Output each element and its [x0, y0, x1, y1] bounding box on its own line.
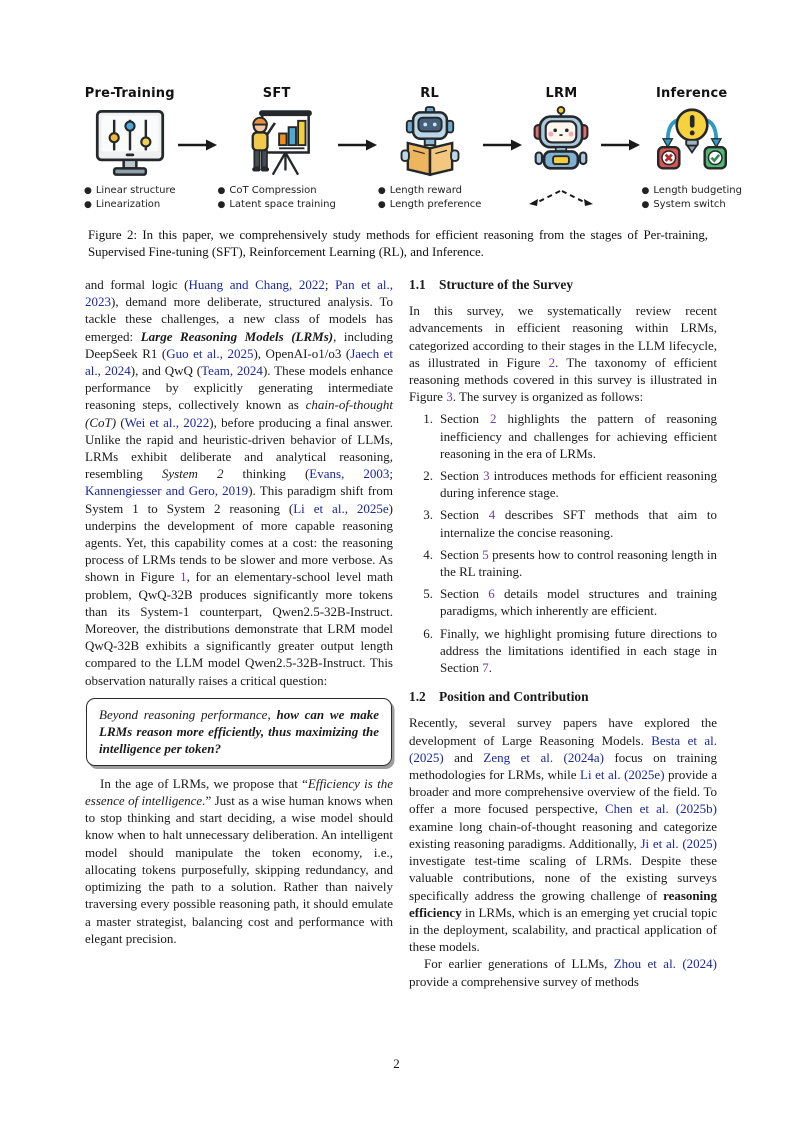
text-segment: ; [324, 277, 336, 292]
citation-link[interactable]: Zhou et al. (2024) [613, 956, 717, 972]
text-segment: Beyond reasoning performance, [99, 706, 277, 722]
text-segment: For earlier generations of LLMs, [424, 956, 614, 972]
list-item [409, 506, 717, 540]
flow-arrow-icon [481, 138, 523, 152]
text-segment: Section [440, 411, 491, 427]
stage-label: Inference [656, 86, 728, 101]
bullet-dot: ● [641, 186, 650, 196]
text-segment: ) underpins the development of more capable reasoning agents. Yet, this capability comes at a cost: the reasoning process of LRMs tends to be slower and more verbose. As shown in Figure [85, 500, 394, 585]
bullet-dot: ● [377, 200, 386, 211]
paragraph [409, 714, 717, 955]
list-number: 5. [423, 586, 433, 602]
text-segment: ), before producing a final answer. Unlike the rapid and heuristic-driven behavior of LLMs, LRMs exhibit deliberate and analytical reasoning, resembling [85, 414, 393, 482]
flow-arrow-icon [336, 138, 378, 152]
text-segment: Section [440, 507, 489, 523]
bullet-text: CoT Compression [229, 185, 317, 196]
text-segment: ), OpenAI-o1/o3 ( [253, 345, 351, 361]
list-item [409, 585, 717, 619]
text-segment: Large Reasoning Models (LRMs) [140, 328, 334, 344]
text-segment: Recently, several survey papers have explored the development of Large Reasoning Models. [409, 715, 717, 748]
citation-link[interactable]: Wei et al., 2022 [124, 414, 210, 430]
stage-label: Pre-Training [84, 86, 175, 101]
paragraph [409, 302, 717, 405]
text-segment: describes SFT methods that aim to internalize the concise reasoning. [440, 507, 717, 540]
internal-ref-link[interactable]: 3 [483, 468, 490, 484]
list-item [409, 546, 717, 580]
stage-bullets [378, 184, 482, 213]
text-segment: reasoning efficiency [409, 887, 717, 920]
stage-label: SFT [262, 86, 291, 101]
citation-link[interactable]: Chen et al. (2025b) [605, 801, 717, 817]
list-item-text [440, 625, 717, 677]
highlight-quote-box [86, 698, 392, 766]
text-segment: ; [389, 466, 394, 482]
bullet-dot: ● [84, 186, 92, 196]
internal-ref-link[interactable]: 3 [446, 389, 453, 405]
paragraph [85, 775, 393, 947]
list-item-text [440, 506, 717, 540]
bullet-text: Length preference [389, 199, 482, 211]
section-heading-1-1 [409, 276, 717, 293]
page-number: 2 [393, 1056, 400, 1071]
monitor-sliders-icon [92, 104, 168, 182]
bullet-text: Latent space training [229, 199, 336, 211]
section-number: 1.1 [409, 277, 426, 292]
text-segment: ), demand more deliberate, structured analysis. To tackle these challenges, a new class of models has emerged: [85, 294, 393, 344]
section-title: Structure of the Survey [439, 277, 574, 292]
internal-ref-link[interactable]: 2 [548, 354, 556, 370]
stage-lrm [523, 86, 599, 210]
text-segment: System 2 [161, 466, 224, 482]
internal-ref-link[interactable]: 5 [482, 546, 489, 562]
text-segment: In this survey, we systematically review recent advancements in efficient reasoning within LRMs, categorized according to their stages in the LLM lifecycle, as illustrated in Figure [409, 303, 717, 370]
internal-ref-link[interactable]: 2 [490, 411, 497, 427]
bullet-dot: ● [84, 200, 92, 211]
list-number: 3. [423, 507, 433, 523]
flow-arrow-icon [176, 138, 218, 152]
stage-label: RL [420, 86, 439, 101]
survey-structure-list [409, 410, 717, 676]
list-item-text [440, 585, 717, 619]
text-segment: ( [116, 414, 125, 430]
stage-pre-training [84, 86, 176, 213]
list-item-text [440, 467, 717, 501]
bullet-dot: ● [641, 200, 650, 211]
text-segment: investigate test-time scaling of LRMs. Despite these valuable contributions, none of the existing surveys specifically address the growing challenge of [409, 853, 717, 903]
citation-link[interactable]: Guo et al., 2025 [166, 345, 254, 361]
flow-arrow-icon [599, 138, 641, 152]
text-segment: Efficiency is the essence of intelligence. [85, 775, 393, 809]
bullet-text: System switch [653, 199, 726, 211]
list-item [409, 625, 717, 677]
bulb-decision-icon [654, 104, 730, 182]
list-item [409, 467, 717, 501]
citation-link[interactable]: Zeng et al. (2024a) [483, 749, 604, 765]
presenter-whiteboard-icon [239, 104, 315, 182]
text-segment: , including DeepSeek R1 ( [85, 328, 393, 361]
section-heading-1-2 [409, 688, 717, 705]
text-segment: introduces methods for efficient reasoning during inference stage. [440, 468, 717, 501]
text-segment: chain-of-thought (CoT) [85, 397, 393, 430]
text-segment: and [443, 749, 484, 765]
list-item-text [440, 546, 717, 580]
text-segment: Finally, we highlight promising future directions to address the limitations identified in each stage in Section [440, 625, 717, 676]
citation-link[interactable]: Jaech et al., 2024 [85, 345, 393, 379]
internal-ref-link[interactable]: 7 [482, 660, 489, 676]
list-number: 1. [423, 411, 433, 427]
body-columns [85, 276, 717, 990]
list-item [409, 410, 717, 462]
bullet-text: Linearization [95, 199, 161, 211]
figure-2-caption: Figure 2: In this paper, we comprehensively study methods for efficient reasoning from the stages of Per-training, Supervised Fine-tuning (SFT), Reinforcement Learning (RL), and Inference. [88, 228, 708, 260]
stage-bullets [641, 184, 741, 213]
bullet-text: Length budgeting [653, 185, 742, 196]
text-segment: ), and QwQ ( [130, 363, 202, 379]
text-segment: Section [440, 546, 483, 562]
text-segment: in LRMs, which is an emerging yet crucial topic in the deployment, scalability, and practical application of these models. [409, 904, 717, 955]
stage-bullets [84, 184, 176, 213]
citation-link[interactable]: Team, 2024 [201, 363, 263, 379]
citation-link[interactable]: Besta et al. (2025) [409, 732, 717, 765]
citation-link[interactable]: Huang and Chang, 2022 [188, 277, 325, 292]
internal-ref-link[interactable]: 1 [180, 569, 187, 585]
paragraph [409, 955, 717, 989]
text-segment: ). These models enhance performance by explicitly generating intermediate reasoning steps, collectively known as [85, 363, 394, 413]
paragraph [85, 276, 393, 689]
text-segment: ). This paradigm shift from System 1 to System 2 reasoning ( [85, 483, 393, 516]
text-segment: Section [440, 468, 484, 484]
citation-link[interactable]: Ji et al. (2025) [640, 835, 717, 851]
text-segment: . [488, 660, 492, 676]
bullet-text: Length reward [389, 185, 462, 196]
list-number: 4. [423, 546, 433, 562]
text-segment: and formal logic ( [85, 277, 189, 292]
text-segment: how can we make LRMs reason more efficiently, thus maximizing the intelligence per token? [99, 706, 379, 756]
text-segment: Section [440, 586, 489, 602]
robot-icon [523, 104, 599, 182]
dashed-splay-icon [524, 188, 598, 210]
citation-link[interactable]: Li et al., 2025e [293, 500, 389, 516]
stage-sft [218, 86, 336, 213]
text-segment: , for an elementary-school level math problem, QwQ-32B produces significantly more tokens than its System-1 counterpart, Qwen2.5-32B-Instruct. Moreover, the distributions demonstrate that LRM model QwQ-32B exhibits a significantly greater output length compared to the LLM model Qwen2.5-32B-Instruct. This observation naturally raises a critical question: [85, 569, 394, 688]
left-column [85, 276, 393, 990]
section-title: Position and Contribution [439, 689, 589, 705]
text-segment: focus on training methodologies for LRMs, while [409, 749, 718, 783]
bullet-text: Linear structure [95, 185, 176, 196]
citation-link[interactable]: Li et al. (2025e) [580, 767, 665, 783]
text-segment: provide a comprehensive survey of methods [409, 973, 639, 989]
citation-link[interactable]: Evans, 2003 [309, 466, 390, 482]
text-segment: . The taxonomy of efficient reasoning methods covered in this survey is illustrated in Figure [409, 354, 717, 405]
bullet-dot: ● [377, 186, 386, 196]
text-segment: In the age of LRMs, we propose that “ [100, 775, 308, 791]
citation-link[interactable]: Kannengiesser and Gero, 2019 [85, 483, 249, 499]
list-number: 2. [423, 468, 433, 484]
bullet-dot: ● [217, 200, 226, 211]
text-segment: details model structures and training paradigms, which inherently are efficient. [440, 586, 717, 619]
text-segment: presents how to control reasoning length in the RL training. [440, 546, 717, 580]
text-segment: examine long chain-of-thought reasoning and categorize existing reasoning paradigms. Additionally, [409, 818, 717, 851]
section-number: 1.2 [409, 689, 426, 705]
figure-2-pipeline [84, 86, 742, 213]
list-item-text [440, 410, 717, 462]
text-segment: . The survey is organized as follows: [452, 389, 644, 405]
right-column [409, 276, 717, 990]
list-number: 6. [423, 625, 433, 641]
stage-bullets [218, 184, 336, 213]
internal-ref-link[interactable]: 6 [488, 586, 495, 602]
text-segment: ” Just as a wise human knows when to stop thinking and start deciding, a wise model should know when to halt unnecessary deliberation. An intelligent model should manipulate the token economy, i.e., allocating tokens purposefully, skipping redundancy, and optimizing the path to a solution. Rather than naively traversing every possible reasoning path, it should emulate a master strategist, balancing cost and performance with elegant precision. [85, 793, 393, 946]
bullet-dot: ● [217, 186, 226, 196]
citation-link[interactable]: Pan et al., 2023 [85, 277, 394, 310]
robot-reading-book-icon [392, 104, 468, 182]
text-segment: thinking ( [223, 466, 310, 482]
stage-label: LRM [545, 86, 578, 101]
stage-rl [378, 86, 482, 213]
text-segment: highlights the pattern of reasoning inefficiency and challenges for achieving efficient reasoning in the era of LRMs. [440, 411, 717, 461]
internal-ref-link[interactable]: 4 [488, 507, 496, 523]
stage-inference [641, 86, 741, 213]
text-segment: provide a broader and more comprehensive overview of the field. To offer a more focused perspective, [409, 767, 717, 817]
